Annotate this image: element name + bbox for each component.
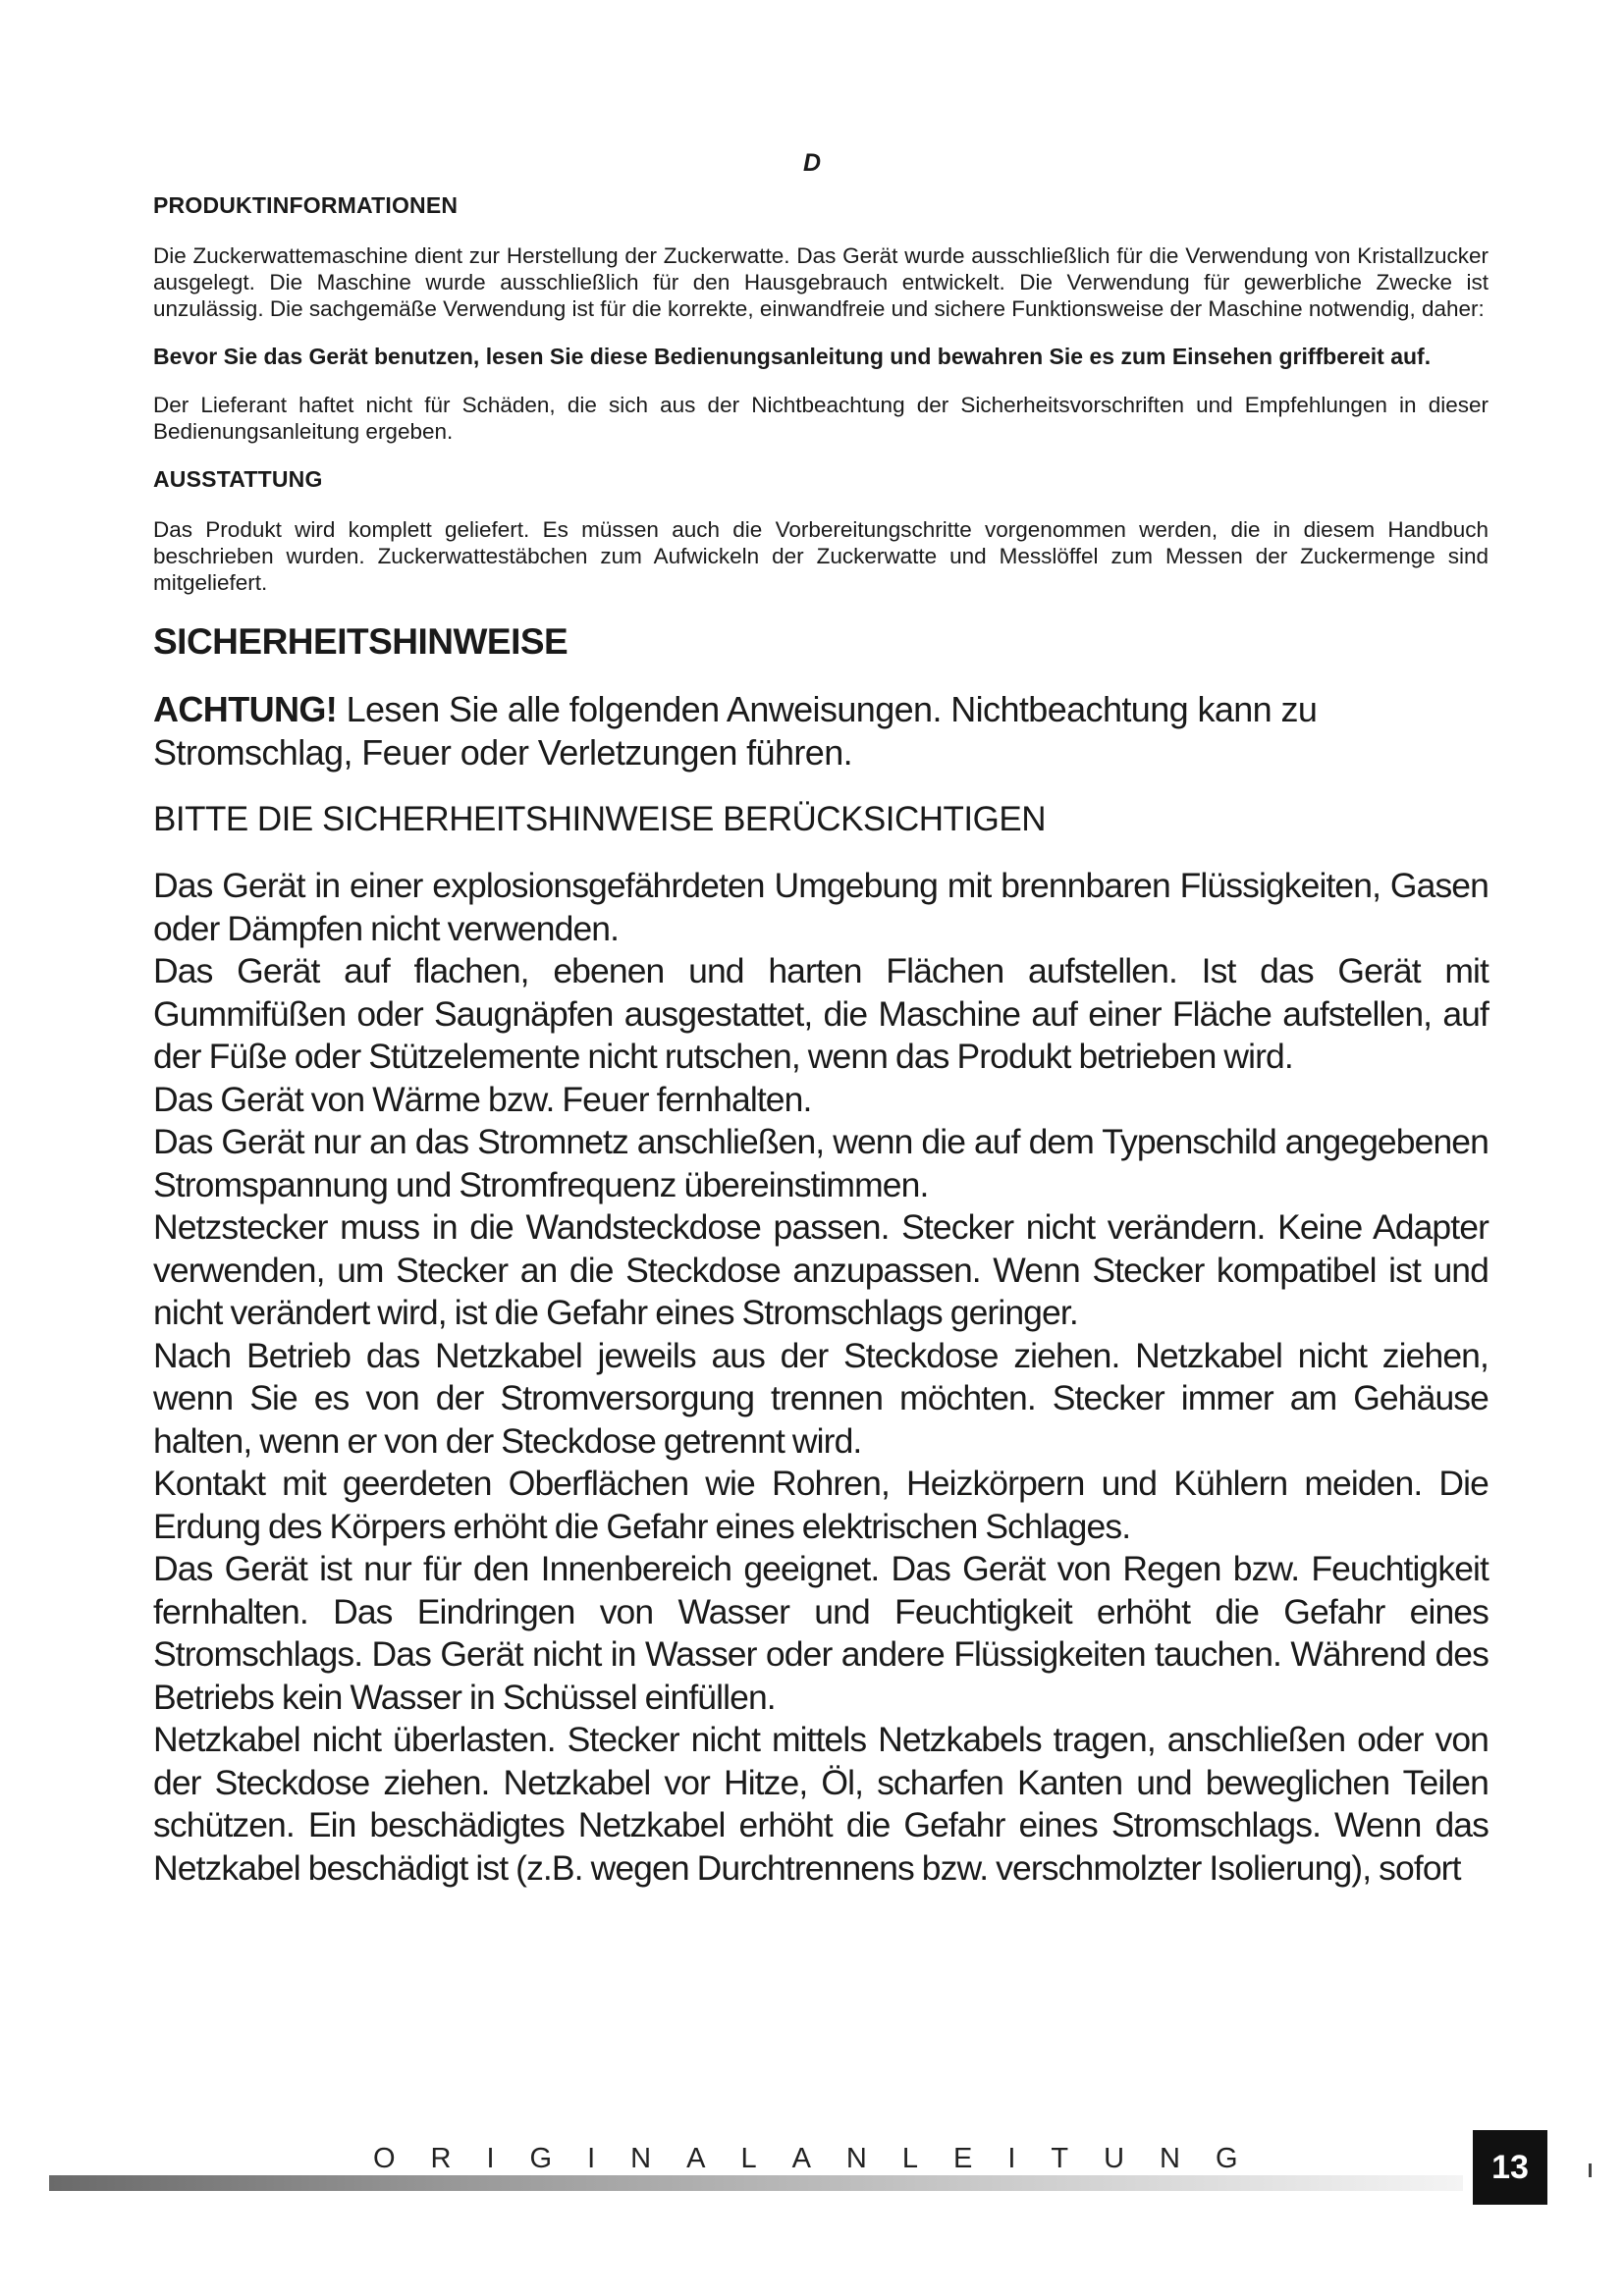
- safety-subheading: BITTE DIE SICHERHEITSHINWEISE BERÜCKSICHTIGEN: [153, 800, 1046, 838]
- footer-gradient-bar: [49, 2175, 1463, 2191]
- safety-item: Kontakt mit geerdeten Oberflächen wie Rohren, Heizkörpern und Kühlern meiden. Die Erdung des Körpers erhöht die Gefahr eines elektrischen Schlages.: [153, 1464, 1489, 1546]
- safety-item: Das Gerät ist nur für den Innenbereich geeignet. Das Gerät von Regen bzw. Feuchtigkeit fernhalten. Das Eindringen von Wasser und Feuchtigkeit erhöht die Gefahr eines Stromschlags. Das Gerät nicht in Wasser oder andere Flüssigkeiten tauchen. Während des Betriebs kein Wasser in Schüssel einfüllen.: [153, 1549, 1489, 1717]
- language-marker: D: [802, 149, 822, 177]
- safety-warning: [153, 688, 1489, 774]
- edge-tick: [1589, 2163, 1592, 2177]
- safety-item: Das Gerät nur an das Stromnetz anschließen, wenn die auf dem Typenschild angegebenen Stromspannung und Stromfrequenz übereinstimmen.: [153, 1122, 1489, 1204]
- footer-label: ORIGINALANLEITUNG: [373, 2143, 1273, 2174]
- product-info-heading: PRODUKTINFORMATIONEN: [153, 192, 459, 218]
- warning-text: Lesen Sie alle folgenden Anweisungen. Nichtbeachtung kann zu Stromschlag, Feuer oder Verletzungen führen.: [153, 689, 1318, 773]
- page-content: [153, 192, 1489, 1890]
- liability-paragraph: Der Lieferant haftet nicht für Schäden, die sich aus der Nichtbeachtung der Sicherheitsvorschriften und Empfehlungen in dieser Bedienungsanleitung ergeben.: [153, 393, 1489, 444]
- safety-item: Das Gerät in einer explosionsgefährdeten Umgebung mit brennbaren Flüssigkeiten, Gasen oder Dämpfen nicht verwenden.: [153, 866, 1489, 948]
- safety-item: Das Gerät auf flachen, ebenen und harten Flächen aufstellen. Ist das Gerät mit Gummifüßen oder Saugnäpfen ausgestattet, die Maschine auf einer Fläche aufstellen, auf der Füße oder Stützelemente nicht rutschen, wenn das Produkt betrieben wird.: [153, 951, 1489, 1076]
- equipment-heading: AUSSTATTUNG: [153, 466, 323, 492]
- safety-item: Netzstecker muss in die Wandsteckdose passen. Stecker nicht verändern. Keine Adapter verwenden, um Stecker an die Steckdose anzupassen. Wenn Stecker kompatibel ist und nicht verändert wird, ist die Gefahr eines Stromschlags geringer.: [153, 1207, 1489, 1332]
- safety-item: Netzkabel nicht überlasten. Stecker nicht mittels Netzkabels tragen, anschließen oder von der Steckdose ziehen. Netzkabel vor Hitze, Öl, scharfen Kanten und beweglichen Teilen schützen. Ein beschädigtes Netzkabel erhöht die Gefahr eines Stromschlags. Wenn das Netzkabel beschädigt ist (z.B. wegen Durchtrennens bzw. verschmolzter Isolierung), sofort: [153, 1720, 1489, 1888]
- equipment-paragraph: Das Produkt wird komplett geliefert. Es müssen auch die Vorbereitungschritte vorgenommen werden, die in diesem Handbuch beschrieben wurden. Zuckerwattestäbchen zum Aufwickeln der Zuckerwatte und Messlöffel zum Messen der Zuckermenge sind mitgeliefert.: [153, 517, 1489, 595]
- page-number: 13: [1473, 2130, 1547, 2205]
- safety-heading: SICHERHEITSHINWEISE: [153, 621, 568, 662]
- read-manual-notice: Bevor Sie das Gerät benutzen, lesen Sie diese Bedienungsanleitung und bewahren Sie es zum Einsehen griffbereit auf.: [153, 344, 1432, 369]
- safety-item: Nach Betrieb das Netzkabel jeweils aus der Steckdose ziehen. Netzkabel nicht ziehen, wenn Sie es von der Stromversorgung trennen möchten. Stecker immer am Gehäuse halten, wenn er von der Steckdose getrennt wird.: [153, 1335, 1489, 1461]
- product-info-paragraph: Die Zuckerwattemaschine dient zur Herstellung der Zuckerwatte. Das Gerät wurde ausschließlich für die Verwendung von Kristallzucker ausgelegt. Die Maschine wurde ausschließlich für den Hausgebrauch entwickelt. Die Verwendung für gewerbliche Zwecke ist unzulässig. Die sachgemäße Verwendung ist für die korrekte, einwandfreie und sichere Funktionsweise der Maschine notwendig, daher:: [153, 243, 1489, 321]
- safety-item: Das Gerät von Wärme bzw. Feuer fernhalten.: [153, 1079, 812, 1119]
- warning-label: ACHTUNG!: [153, 689, 338, 729]
